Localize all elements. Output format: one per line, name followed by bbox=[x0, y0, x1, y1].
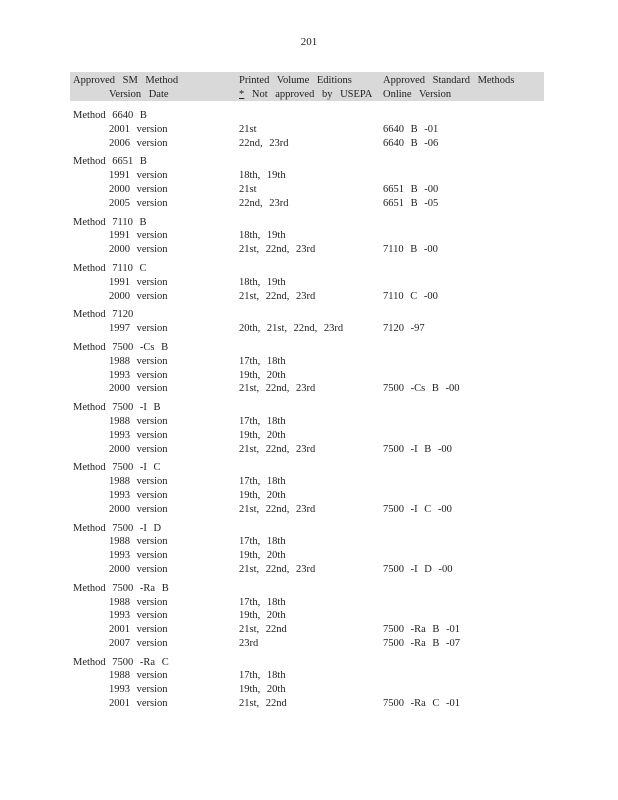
version-row bbox=[73, 697, 553, 711]
version-row bbox=[73, 169, 553, 183]
header-col2-line2: Not approved by USEPA bbox=[244, 88, 373, 100]
version-date: 1988 version bbox=[109, 670, 168, 682]
header-col3-line2: Online Version bbox=[383, 88, 452, 100]
method-group bbox=[73, 582, 553, 651]
printed-editions: 18th, 19th bbox=[239, 230, 286, 242]
method-name: Method 7110 C bbox=[73, 262, 147, 274]
version-date: 2000 version bbox=[109, 383, 168, 395]
version-row bbox=[73, 369, 553, 383]
method-name: Method 6640 B bbox=[73, 110, 147, 121]
version-date: 1993 version bbox=[109, 610, 168, 622]
version-row bbox=[73, 637, 553, 651]
online-version: 7120 -97 bbox=[383, 323, 425, 335]
version-row bbox=[73, 609, 553, 623]
version-date: 1993 version bbox=[109, 429, 168, 441]
version-date: 1988 version bbox=[109, 596, 168, 608]
printed-editions: 17th, 18th bbox=[239, 415, 286, 427]
version-date: 1991 version bbox=[109, 170, 168, 182]
printed-editions: 17th, 18th bbox=[239, 596, 286, 608]
version-row bbox=[73, 503, 553, 517]
version-date: 1988 version bbox=[109, 476, 168, 488]
printed-editions: 19th, 20th bbox=[239, 369, 286, 381]
printed-editions: 21st, 22nd bbox=[239, 624, 287, 636]
online-version: 7500 -Ra B -07 bbox=[383, 637, 461, 649]
version-date: 2000 version bbox=[109, 183, 168, 195]
method-row bbox=[73, 401, 553, 415]
version-row bbox=[73, 290, 553, 304]
online-version: 7110 C -00 bbox=[383, 290, 438, 302]
version-date: 2000 version bbox=[109, 290, 168, 302]
version-row bbox=[73, 137, 553, 151]
version-row bbox=[73, 535, 553, 549]
online-version: 7500 -Cs B -00 bbox=[383, 383, 460, 395]
version-row bbox=[73, 549, 553, 563]
version-row bbox=[73, 475, 553, 489]
printed-editions: 21st bbox=[239, 123, 257, 135]
version-date: 2006 version bbox=[109, 137, 168, 149]
version-date: 1991 version bbox=[109, 230, 168, 242]
printed-editions: 23rd bbox=[239, 637, 259, 649]
version-row bbox=[73, 276, 553, 290]
printed-editions: 21st, 22nd, 23rd bbox=[239, 290, 316, 302]
version-row bbox=[73, 382, 553, 396]
version-date: 1991 version bbox=[109, 276, 168, 288]
printed-editions: 21st bbox=[239, 183, 257, 195]
printed-editions: 17th, 18th bbox=[239, 670, 286, 682]
printed-editions: 18th, 19th bbox=[239, 276, 286, 288]
method-group bbox=[73, 401, 553, 456]
version-row bbox=[73, 229, 553, 243]
version-date: 2001 version bbox=[109, 698, 168, 710]
version-row bbox=[73, 355, 553, 369]
online-version: 6651 B -05 bbox=[383, 197, 439, 209]
printed-editions: 20th, 21st, 22nd, 23rd bbox=[239, 323, 344, 335]
online-version: 7110 B -00 bbox=[383, 244, 438, 256]
printed-editions: 19th, 20th bbox=[239, 489, 286, 501]
version-date: 1988 version bbox=[109, 355, 168, 367]
version-date: 1988 version bbox=[109, 536, 168, 548]
method-row bbox=[73, 262, 553, 276]
method-group bbox=[73, 656, 553, 711]
version-row bbox=[73, 669, 553, 683]
version-row bbox=[73, 322, 553, 336]
method-name: Method 7500 -I C bbox=[73, 462, 161, 474]
method-name: Method 7500 -Ra C bbox=[73, 656, 169, 668]
online-version: 6640 B -01 bbox=[383, 123, 439, 135]
method-row bbox=[73, 109, 553, 123]
printed-editions: 21st, 22nd, 23rd bbox=[239, 244, 316, 256]
method-group bbox=[73, 216, 553, 257]
version-date: 1993 version bbox=[109, 489, 168, 501]
method-group bbox=[73, 262, 553, 303]
header-approved-sm-method bbox=[73, 74, 178, 102]
printed-editions: 19th, 20th bbox=[239, 429, 286, 441]
printed-editions: 19th, 20th bbox=[239, 684, 286, 696]
header-printed-volume-editions bbox=[239, 74, 372, 102]
printed-editions: 22nd, 23rd bbox=[239, 197, 289, 209]
method-row bbox=[73, 582, 553, 596]
version-date: 1993 version bbox=[109, 369, 168, 381]
header-col2-line1: Printed Volume Editions bbox=[239, 75, 352, 86]
not-approved-marker: * bbox=[239, 88, 245, 100]
printed-editions: 17th, 18th bbox=[239, 355, 286, 367]
printed-editions: 21st, 22nd, 23rd bbox=[239, 563, 316, 575]
version-date: 2005 version bbox=[109, 197, 168, 209]
version-date: 1997 version bbox=[109, 323, 168, 335]
version-row bbox=[73, 415, 553, 429]
method-name: Method 7120 bbox=[73, 309, 134, 321]
method-row bbox=[73, 656, 553, 670]
printed-editions: 21st, 22nd bbox=[239, 698, 287, 710]
page-number: 201 bbox=[300, 36, 318, 48]
header-col2-line2-wrap bbox=[239, 88, 372, 102]
version-date: 2000 version bbox=[109, 244, 168, 256]
printed-editions: 18th, 19th bbox=[239, 170, 286, 182]
header-col1-line2: Version Date bbox=[109, 88, 169, 100]
method-name: Method 6651 B bbox=[73, 156, 147, 168]
method-row bbox=[73, 341, 553, 355]
version-date: 2001 version bbox=[109, 123, 168, 135]
version-row bbox=[73, 683, 553, 697]
method-group bbox=[73, 461, 553, 516]
method-name: Method 7500 -I D bbox=[73, 522, 162, 534]
version-row bbox=[73, 197, 553, 211]
header-col3-line1: Approved Standard Methods bbox=[383, 75, 515, 86]
version-date: 1993 version bbox=[109, 684, 168, 696]
methods-table-body bbox=[73, 109, 553, 716]
version-row bbox=[73, 596, 553, 610]
online-version: 7500 -I D -00 bbox=[383, 563, 453, 575]
online-version: 7500 -Ra B -01 bbox=[383, 624, 461, 636]
printed-editions: 19th, 20th bbox=[239, 550, 286, 562]
printed-editions: 21st, 22nd, 23rd bbox=[239, 503, 316, 515]
table-header bbox=[70, 72, 544, 101]
online-version: 7500 -I C -00 bbox=[383, 503, 452, 515]
method-name: Method 7110 B bbox=[73, 216, 147, 228]
method-row bbox=[73, 308, 553, 322]
version-row bbox=[73, 123, 553, 137]
version-row bbox=[73, 429, 553, 443]
version-date: 1993 version bbox=[109, 550, 168, 562]
version-date: 2000 version bbox=[109, 563, 168, 575]
version-date: 2007 version bbox=[109, 637, 168, 649]
method-group bbox=[73, 522, 553, 577]
method-row bbox=[73, 522, 553, 536]
online-version: 7500 -Ra C -01 bbox=[383, 698, 461, 710]
printed-editions: 21st, 22nd, 23rd bbox=[239, 443, 316, 455]
version-row bbox=[73, 563, 553, 577]
method-name: Method 7500 -Cs B bbox=[73, 341, 169, 353]
printed-editions: 22nd, 23rd bbox=[239, 137, 289, 149]
version-row bbox=[73, 489, 553, 503]
version-row bbox=[73, 183, 553, 197]
version-row bbox=[73, 443, 553, 457]
version-date: 2000 version bbox=[109, 503, 168, 515]
method-group bbox=[73, 109, 553, 150]
printed-editions: 17th, 18th bbox=[239, 536, 286, 548]
printed-editions: 19th, 20th bbox=[239, 610, 286, 622]
method-name: Method 7500 -Ra B bbox=[73, 582, 169, 594]
header-approved-online-version bbox=[383, 74, 514, 102]
version-date: 2000 version bbox=[109, 443, 168, 455]
method-group bbox=[73, 308, 553, 336]
version-date: 2001 version bbox=[109, 624, 168, 636]
online-version: 6651 B -00 bbox=[383, 183, 439, 195]
printed-editions: 17th, 18th bbox=[239, 476, 286, 488]
method-name: Method 7500 -I B bbox=[73, 402, 161, 414]
printed-editions: 21st, 22nd, 23rd bbox=[239, 383, 316, 395]
method-row bbox=[73, 216, 553, 230]
version-date: 1988 version bbox=[109, 415, 168, 427]
method-row bbox=[73, 155, 553, 169]
method-row bbox=[73, 461, 553, 475]
method-group bbox=[73, 155, 553, 210]
version-row bbox=[73, 243, 553, 257]
online-version: 6640 B -06 bbox=[383, 137, 439, 149]
version-row bbox=[73, 623, 553, 637]
header-col1-line1: Approved SM Method bbox=[73, 75, 179, 86]
online-version: 7500 -I B -00 bbox=[383, 443, 452, 455]
method-group bbox=[73, 341, 553, 396]
